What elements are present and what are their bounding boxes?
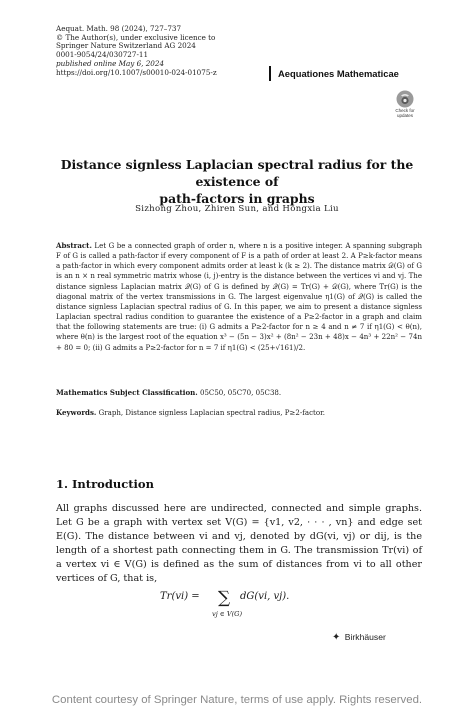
keywords-label: Keywords.: [56, 408, 97, 417]
equation-lhs: Tr(vi) =: [160, 591, 200, 602]
badge-text-line1: Check for: [395, 108, 415, 113]
summation-symbol: ∑: [218, 588, 231, 608]
article-metadata: [56, 25, 276, 77]
badge-text-line2: updates: [396, 113, 413, 118]
doi-link[interactable]: https://doi.org/10.1007/s00010-024-01075-z: [56, 67, 217, 77]
title-line-2: path-factors in graphs: [159, 191, 315, 206]
title-line-1: Distance signless Laplacian spectral radius for the existence of: [60, 157, 414, 189]
issn-line: 0001-9054/24/030727-11: [56, 50, 149, 60]
copyright-holder-line: Springer Nature Switzerland AG 2024: [56, 41, 196, 51]
section-number: 1.: [56, 477, 69, 491]
abstract-text: Let G be a connected graph of order n, where n is a positive integer. A spanning subgraph F of G is called a path-factor if every component of F is a path of order at least 2. A P≥k-factor means a path-factor in which every component admits order at least k (k ≥ 2). The distance matrix 𝒟(G) of G is an n × n real symmetric matrix whose (i, j)-entry is the distance between the vertices vi and vj. The distance signless Laplacian matrix 𝒬(G) of G is defined by 𝒬(G) = Tr(G) + 𝒟(G), where Tr(G) is the diagonal matrix of the vertex transmissions in G. The largest eigenvalue η1(G) of 𝒬(G) is called the distance signless Laplacian spectral radius of G. In this paper, we aim to present a distance signless Laplacian spectral radius condition to guarantee the existence of a P≥2-factor in a graph and claim that the following statements are true: (i) G admits a P≥2-factor for n ≥ 4 and n ≠ 7 if η1(G) < θ(n), where θ(n) is the largest root of the equation x³ − (5n − 3)x² + (8n² − 23n + 48)x − 4n³ + 22n² − 74n + 80 = 0; (ii) G admits a P≥2-factor for n = 7 if η1(G) < (25+√161)/2.: [56, 241, 422, 352]
section-title: Introduction: [72, 477, 154, 491]
subject-classification: [56, 388, 422, 397]
author-list: Sizhong Zhou, Zhiren Sun, and Hongxia Liu: [135, 204, 339, 214]
msc-codes: 05C50, 05C70, 05C38.: [199, 388, 282, 397]
transmission-equation: [160, 588, 320, 622]
summation-index: vj ∈ V(G): [212, 610, 243, 618]
published-online-line: published online May 6, 2024: [56, 58, 165, 68]
intro-paragraph: All graphs discussed here are undirected, connected and simple graphs. Let G be a graph with vertex set V(G) = {v1, v2, · · · , vn} and edge set E(G). The distance between vi and vj, denoted by dG(vi, vj) or dij, is the length of a shortest path connecting them in G. The transmission Tr(vi) of a vertex vi ∈ V(G) is defined as the sum of distances from vi to all other vertices of G, that is,: [56, 503, 422, 585]
equation-rhs: dG(vi, vj).: [240, 591, 290, 602]
journal-name: Aequationes Mathematicae: [269, 66, 428, 81]
keywords-text: Graph, Distance signless Laplacian spectral radius, P≥2-factor.: [98, 408, 325, 417]
msc-label: Mathematics Subject Classification.: [56, 388, 198, 397]
publisher-name: Birkhäuser: [344, 632, 386, 642]
abstract: [56, 241, 422, 353]
birkhauser-bird-icon: ✦: [332, 632, 341, 643]
publisher-logo: [332, 632, 386, 643]
check-for-updates-badge[interactable]: [391, 90, 419, 122]
check-for-updates-icon: [396, 90, 414, 108]
courtesy-footer: Content courtesy of Springer Nature, terms of use apply. Rights reserved.: [51, 694, 423, 706]
paper-title: [40, 156, 434, 207]
section-heading: [56, 477, 154, 491]
citation-line: Aequat. Math. 98 (2024), 727–737: [56, 24, 182, 33]
abstract-label: Abstract.: [56, 241, 92, 250]
keywords: [56, 408, 422, 417]
copyright-line: © The Author(s), under exclusive licence to: [56, 32, 216, 42]
